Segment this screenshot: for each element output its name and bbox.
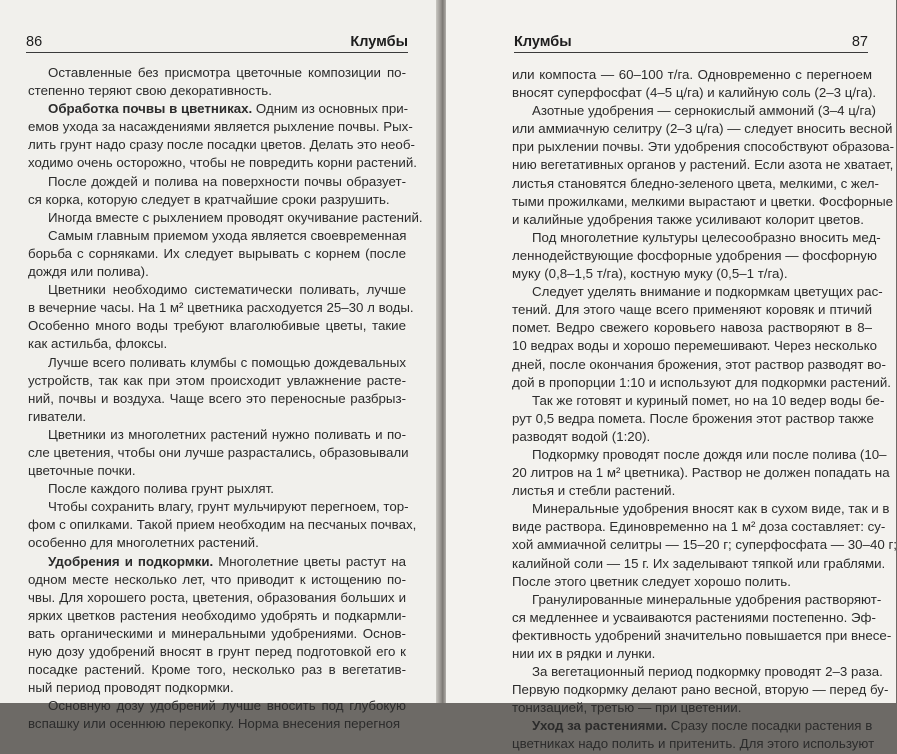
paragraph [28, 281, 414, 353]
paragraph-heading: Обработка почвы в цветниках. [48, 101, 253, 117]
paragraph [512, 717, 875, 753]
paragraph [28, 426, 409, 480]
text-line [28, 607, 406, 625]
line-text: После этого цветник следует хорошо полить. [512, 573, 791, 589]
text-line [512, 464, 890, 482]
paragraph-heading: Удобрения и подкормки. [48, 553, 214, 569]
line-text: Иногда вместе с рыхлением проводят окучивание растений. [48, 209, 423, 225]
line-text: гиватели. [28, 408, 87, 424]
text-line [28, 516, 417, 534]
line-text: нию вегетативных органов у растений. Если азота не хватает, [512, 157, 894, 173]
line-text: цветниках надо полить и притенить. Для этого используют [512, 736, 875, 752]
line-text: ходимо очень осторожно, чтобы не повредить корни растений. [28, 155, 417, 171]
text-line [512, 627, 892, 645]
text-line [512, 681, 889, 699]
text-line [28, 281, 406, 299]
text-line [512, 374, 891, 392]
line-text: Цветники из многолетних растений нужно поливать и по- [48, 426, 406, 442]
line-text: лить грунт надо сразу после посадки цветов. Делать это необ- [28, 137, 415, 153]
text-line [28, 317, 406, 335]
paragraph [28, 64, 406, 100]
text-line [512, 428, 872, 446]
paragraph [28, 100, 417, 172]
line-text: степенно теряют свою декоративность. [28, 83, 272, 99]
line-text: За вегетационный период подкормку проводят 2–3 раза. [532, 664, 883, 680]
line-text: или аммиачную селитру (2–3 ц/га) — следует вносить весной [512, 121, 893, 137]
text-line [512, 663, 883, 681]
text-line [512, 156, 894, 174]
line-text: Так же готовят и куриный помет, но на 10 ведер воды бе- [532, 392, 885, 408]
paragraph [28, 173, 406, 209]
line-text: леннодействующие фосфорные удобрения — фосфорную [512, 247, 877, 263]
text-line [512, 337, 878, 355]
line-text: сле цветения, чтобы они лучше разрастались, образовывали [28, 444, 409, 460]
text-line [512, 410, 872, 428]
text-line [28, 173, 406, 191]
paragraph [28, 354, 406, 426]
line-text: Сразу после посадки растения в [667, 718, 873, 734]
line-text: фом с опилками. Такой прием необходим на песчаных почвах, [28, 517, 417, 533]
text-line [512, 699, 872, 717]
text-line [28, 571, 406, 589]
text-line [512, 591, 882, 609]
text-line [512, 120, 893, 138]
text-line [512, 536, 897, 554]
right-page-text [512, 66, 897, 754]
text-line [28, 154, 417, 172]
line-text: ный период проводят подкормки. [28, 680, 234, 696]
line-text: посадке растений. Кроме того, несколько раз в вегетатив- [28, 662, 406, 678]
text-line [512, 211, 872, 229]
line-text: ся медленнее и усваиваются растениями постепенно. Эф- [512, 609, 876, 625]
line-text: емов ухода за насаждениями является рыхление почвы. Рых- [28, 119, 413, 135]
text-line [28, 227, 406, 245]
line-text: калийной соли — 15 г. Их заделывают тяпкой или граблями. [512, 555, 886, 571]
paragraph [28, 697, 406, 733]
line-text: Особенно много воды требуют влаголюбивые цветы, такие [28, 318, 406, 334]
text-line [512, 138, 895, 156]
line-text: Первую подкормку делают рано весной, вторую — перед бу- [512, 682, 889, 698]
text-line [28, 444, 409, 462]
line-text: листья и стебли растений. [512, 483, 676, 499]
line-text: борьба с сорняками. Их следует вырывать с корнем (после [28, 245, 406, 261]
text-line [512, 66, 872, 84]
line-text: 20 литров на 1 м² цветника). Раствор не должен попадать на [512, 465, 890, 481]
text-line [512, 102, 876, 120]
line-text: После каждого полива грунт рыхлят. [48, 481, 274, 497]
right-page [446, 0, 897, 752]
text-line [28, 209, 423, 227]
text-line [28, 589, 406, 607]
text-line [512, 392, 885, 410]
line-text: Подкормку проводят после дождя или после полива (10– [532, 446, 887, 462]
line-text: листья становятся бледно-зеленого цвета, мелкими, с жел- [512, 175, 879, 191]
line-text: разводят водой (1:20). [512, 428, 651, 444]
text-line [28, 715, 406, 733]
line-text: особенно для многолетних растений. [28, 535, 259, 551]
line-text: Одним из основных при- [252, 101, 409, 117]
text-line [28, 263, 406, 281]
line-text: Под многолетние культуры целесообразно вносить мед- [532, 229, 881, 245]
left-page-header [26, 32, 408, 53]
text-line [28, 643, 406, 661]
line-text: дой в пропорции 1:10 и используют для подкормки растений. [512, 374, 891, 390]
text-line [28, 697, 406, 715]
text-line [512, 247, 877, 265]
line-text: Чтобы сохранить влагу, грунт мульчируют перегноем, тор- [48, 499, 409, 515]
line-text: виде раствора. Единовременно на 1 м² доза составляет: су- [512, 519, 886, 535]
text-line [28, 64, 406, 82]
text-line [512, 500, 890, 518]
paragraph [28, 227, 406, 281]
line-text: чвы. Для хорошего роста, цветения, образования больших и [28, 589, 406, 605]
line-text: вать органическими и минеральными удобрениями. Основ- [28, 625, 406, 641]
text-line [28, 191, 406, 209]
text-line [28, 679, 406, 697]
paragraph [28, 480, 406, 498]
line-text: вспашку или осеннюю перекопку. Норма внесения перегноя [28, 716, 401, 732]
line-text: Оставленные без присмотра цветочные композиции по- [48, 65, 406, 80]
text-line [512, 609, 876, 627]
line-text: рут 0,5 ведра помета. После брожения этот раствор также [512, 410, 874, 426]
line-text: Минеральные удобрения вносят как в сухом виде, так и в [532, 501, 890, 517]
text-line [512, 175, 879, 193]
line-text: помет. Ведро свежего коровьего навоза растворяют в 8– [512, 320, 872, 336]
line-text: в вечерние часы. На 1 м² цветника расходуется 25–30 л воды. [28, 300, 414, 316]
text-line [28, 390, 406, 408]
line-text: Основную дозу удобрений лучше вносить под глубокую [48, 698, 406, 714]
text-line [28, 372, 406, 390]
text-line [512, 283, 883, 301]
text-line [512, 193, 894, 211]
left-page-text [28, 64, 423, 733]
line-text: Азотные удобрения — сернокислый аммоний (3–4 ц/га) [532, 103, 876, 119]
running-title: Клумбы [350, 34, 408, 50]
text-line [28, 625, 406, 643]
text-line [28, 82, 406, 100]
text-line [28, 408, 406, 426]
text-line [512, 573, 872, 591]
line-text: муку (0,8–1,5 т/га), костную муку (0,5–1 т/га). [512, 266, 788, 282]
left-page [0, 0, 438, 732]
line-text: при рыхлении почвы. Эти удобрения способствуют образова- [512, 139, 895, 155]
text-line [512, 301, 872, 319]
text-line [28, 426, 406, 444]
text-line [512, 319, 872, 337]
line-text: фективность удобрений значительно повышается при внесе- [512, 627, 892, 643]
paragraph-heading: Уход за растениями. [532, 718, 668, 734]
line-text: тонизацией, третью — при цветении. [512, 700, 742, 716]
text-line [512, 645, 872, 663]
paragraph [512, 392, 885, 446]
paragraph [28, 498, 417, 552]
text-line [28, 498, 409, 516]
line-text: нии их в рядки и лунки. [512, 646, 656, 661]
text-line [28, 245, 406, 263]
text-line [28, 136, 415, 154]
text-line [512, 518, 886, 536]
line-text: Многолетние цветы растут на [213, 553, 406, 569]
running-title: Клумбы [514, 34, 572, 50]
text-line [512, 84, 877, 102]
page-number: 86 [26, 34, 43, 50]
line-text: ную дозу удобрений вносят в грунт перед подготовкой его к [28, 644, 406, 659]
page-number: 87 [851, 34, 868, 50]
text-line [28, 118, 413, 136]
text-line [28, 462, 406, 480]
text-line [512, 229, 881, 247]
paragraph [512, 663, 889, 717]
text-line [28, 100, 409, 118]
paragraph [512, 446, 890, 500]
line-text: Лучше всего поливать клумбы с помощью дождевальных [48, 354, 406, 370]
paragraph [512, 229, 881, 283]
text-line [512, 265, 872, 283]
line-text: 10 ведрах воды и хорошо перемешивают. Через несколько [512, 338, 878, 354]
text-line [512, 482, 872, 500]
line-text: хой аммиачной селитры — 15–20 г; суперфосфата — 30–40 г; [512, 537, 897, 553]
line-text: После дождей и полива на поверхности почвы образует- [48, 173, 406, 189]
text-line [28, 661, 406, 679]
line-text: Гранулированные минеральные удобрения растворяют- [532, 591, 882, 607]
line-text: тений. Для этого чаще всего применяют коровяк и птичий [512, 302, 872, 318]
paragraph [512, 591, 892, 663]
text-line [512, 717, 872, 735]
line-text: Следует уделять внимание и подкормкам цветущих рас- [532, 284, 883, 300]
text-line [512, 555, 886, 573]
line-text: тыми прожилками, мелкими вырастают и цветки. Фосфорные [512, 193, 894, 209]
paragraph [512, 500, 897, 590]
line-text: ярких цветков растения необходимо удобрять и подкармли- [28, 607, 406, 623]
text-line [28, 534, 406, 552]
text-line [512, 735, 875, 753]
line-text: ний, почвы и воздуха. Чаще всего это переносные разбрыз- [28, 390, 406, 406]
paragraph [512, 102, 895, 229]
text-line [28, 480, 406, 498]
paragraph [512, 283, 891, 392]
line-text: ся корка, которую следует в кратчайшие сроки разрушить. [28, 191, 390, 207]
text-line [28, 335, 406, 353]
line-text: цветочные почки. [28, 463, 136, 479]
text-line [512, 446, 887, 464]
line-text: одном месте несколько лет, что приводит к истощению по- [28, 571, 406, 587]
line-text: и калийные удобрения также усиливают колорит цветов. [512, 211, 864, 227]
text-line [512, 356, 886, 374]
text-line [28, 354, 406, 372]
line-text: устройств, так как при этом происходит увлажнение расте- [28, 372, 406, 388]
line-text: дней, после окончания брожения, этот раствор разводят во- [512, 356, 886, 372]
text-line [28, 553, 406, 571]
paragraph [512, 66, 877, 102]
line-text: Самым главным приемом ухода является своевременная [48, 227, 407, 243]
line-text: Цветники необходимо систематически поливать, лучше [48, 282, 406, 298]
line-text: как астильба, флоксы. [28, 336, 168, 352]
text-line [28, 299, 414, 317]
paragraph [28, 209, 423, 227]
line-text: или компоста — 60–100 т/га. Одновременно с перегноем [512, 67, 872, 82]
right-page-header [514, 32, 868, 53]
paragraph [28, 553, 406, 698]
line-text: вносят суперфосфат (4–5 ц/га) и калийную соль (2–3 ц/га). [512, 85, 877, 101]
line-text: дождя или полива). [28, 264, 149, 280]
